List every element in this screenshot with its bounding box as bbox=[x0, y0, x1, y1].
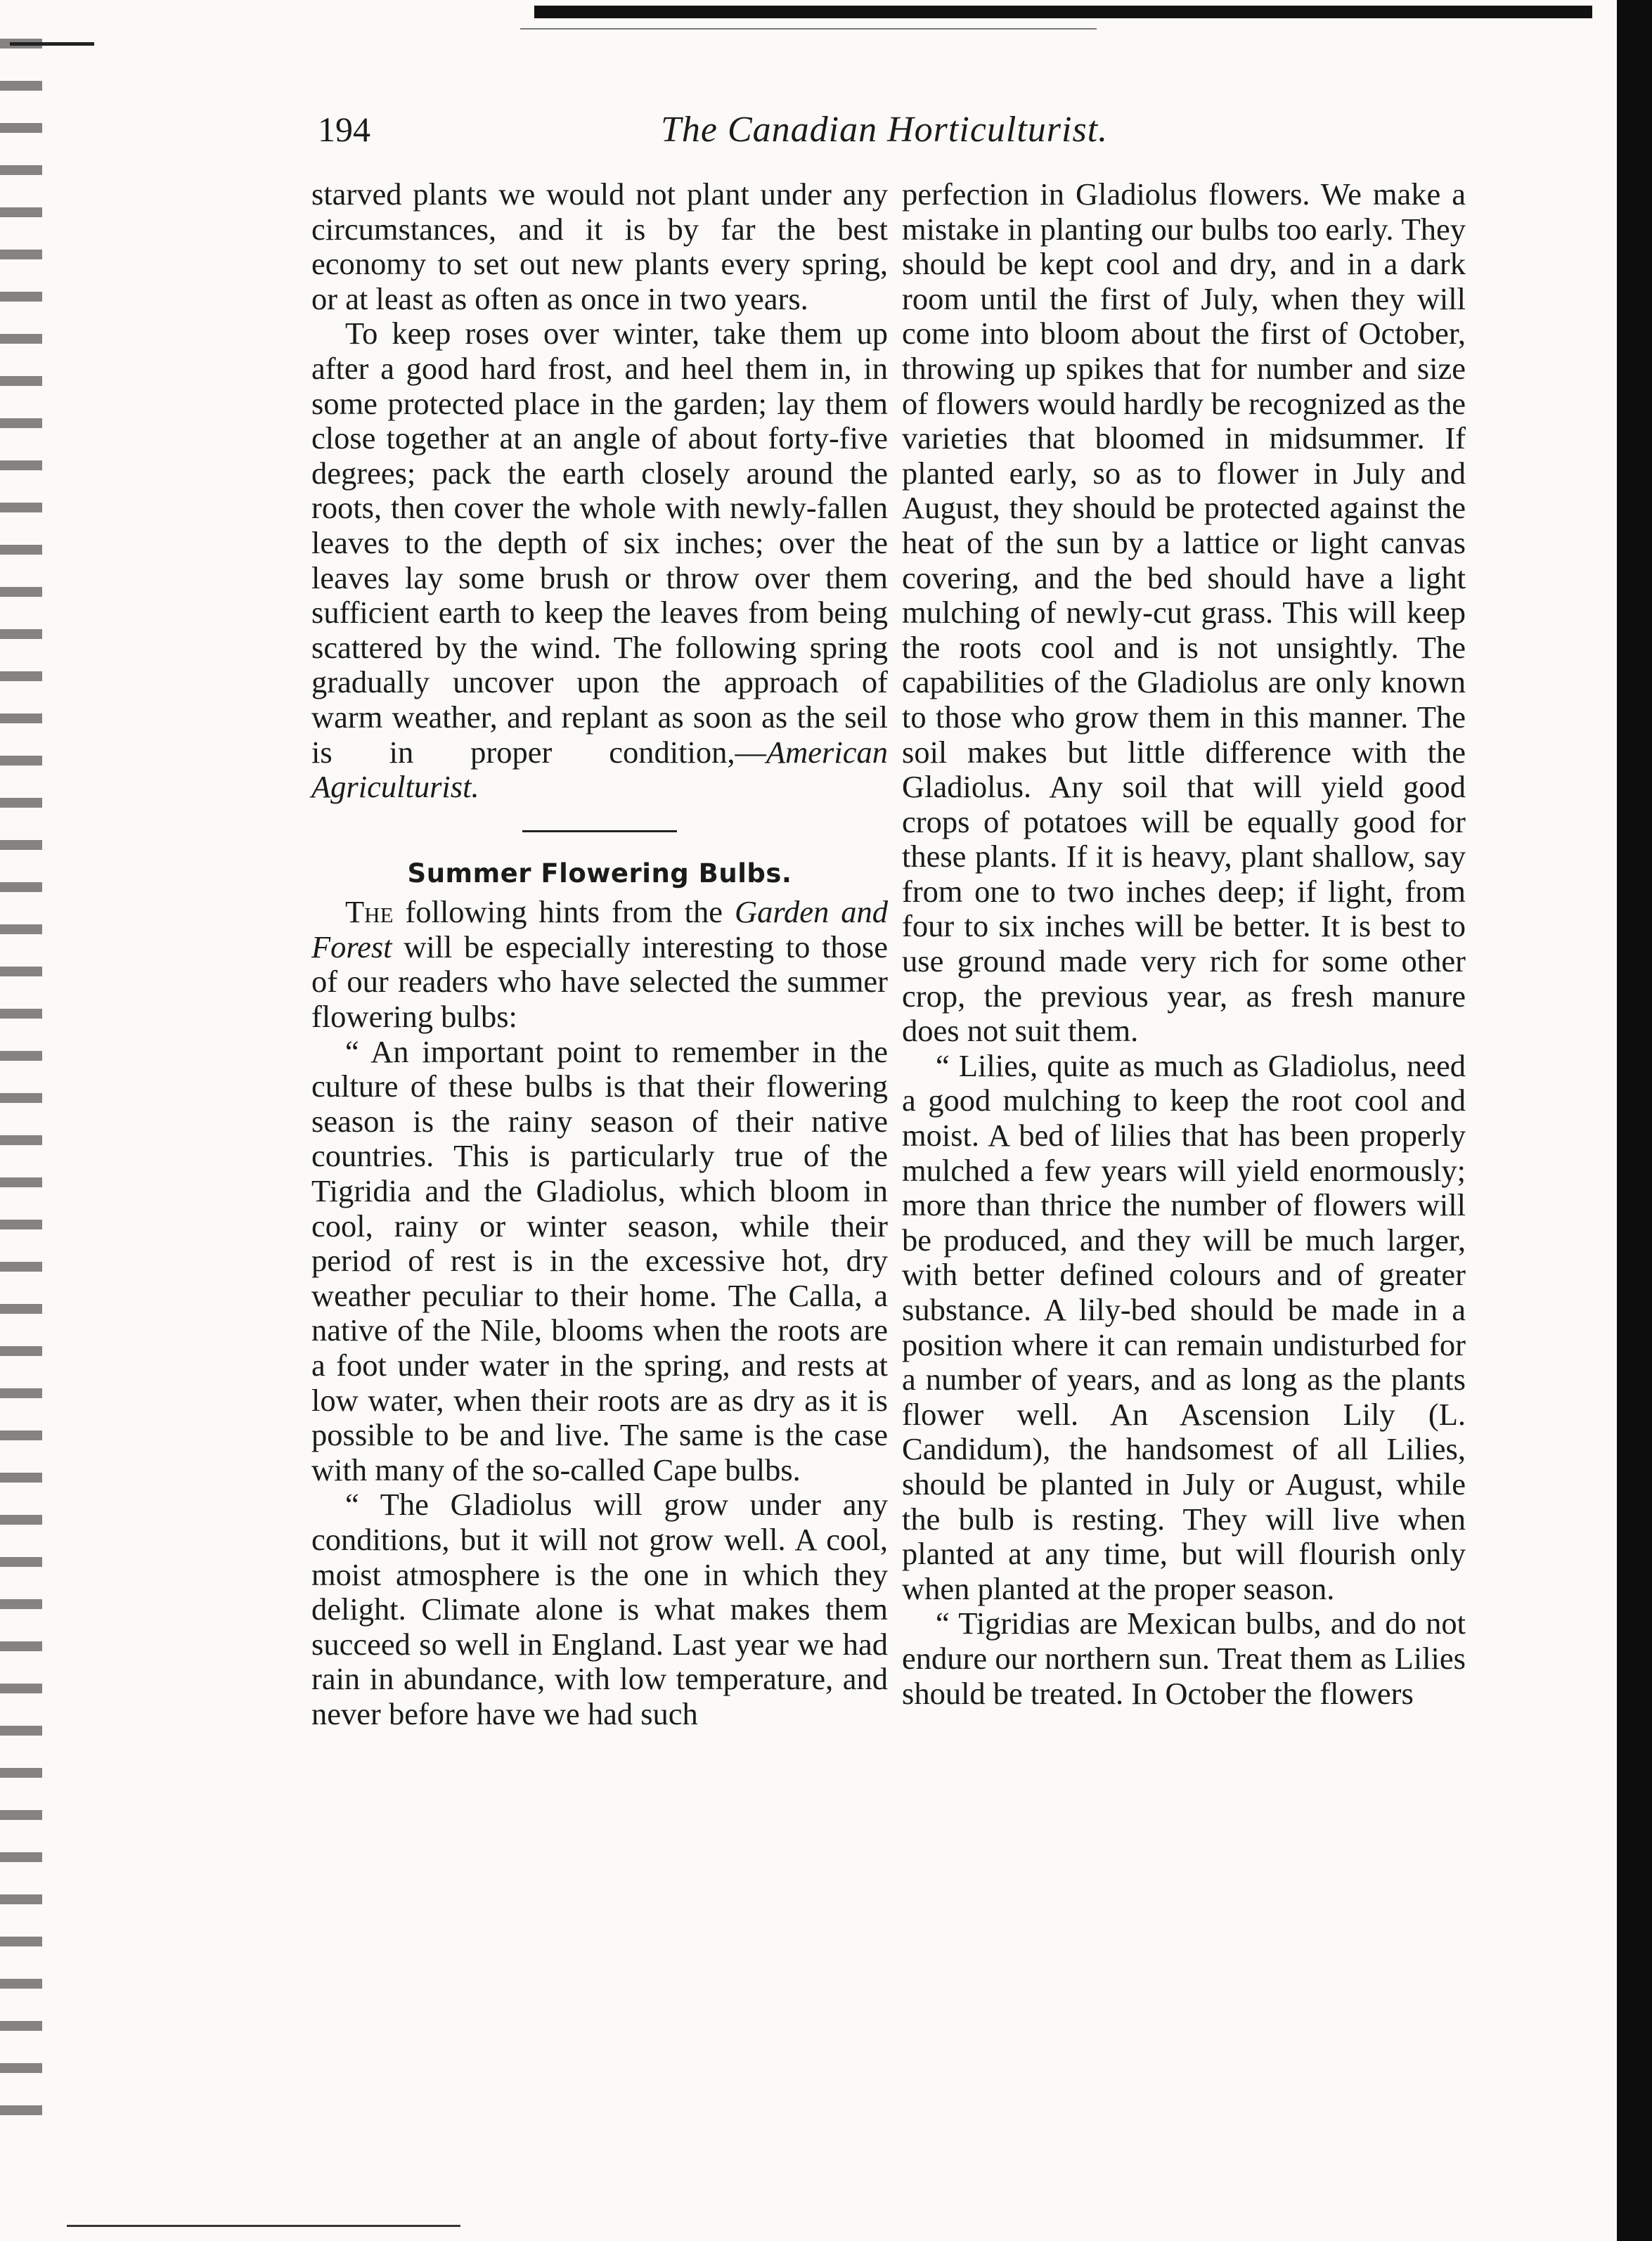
scan-left-mark bbox=[10, 42, 94, 46]
right-paragraph-3: “ Tigridias are Mexican bulbs, and do not endure our northern sun. Treat them as Lilies should be treated. In October the flowers bbox=[902, 1606, 1466, 1711]
bottom-rule bbox=[67, 2225, 460, 2227]
scan-right-edge bbox=[1617, 0, 1652, 2241]
left-column bbox=[311, 177, 888, 1732]
top-thin-rule bbox=[520, 28, 1097, 30]
drop-word: The bbox=[345, 894, 394, 930]
section-heading: Summer Flowering Bulbs. bbox=[407, 858, 792, 889]
page-header bbox=[309, 109, 1462, 158]
right-paragraph-2: “ Lilies, quite as much as Gladiolus, need a good mulching to keep the root cool and moist. A bed of lilies that has been properly mulched a few years will yield enormously; more than thrice the number of flowers will be produced, and they will be much larger, with better defined colours and of greater substance. A lily-bed should be made in a position where it can remain undisturbed for a number of years, and as long as the plants flower well. An Ascension Lily (L. Candidum), the handsomest of all Lilies, should be planted in July or August, while the bulb is resting. They will live when planted at any time, but will flourish only when planted at the proper season. bbox=[902, 1047, 1466, 1606]
left-paragraph-2 bbox=[311, 316, 888, 804]
right-paragraph-1: perfection in Gladiolus flowers. We make a mistake in planting our bulbs too early. They should be kept cool and dry, and in a dark room until the first of July, when they will come into bloom about the first of October, throwing up spikes that for number and size of flowers would hardly be recognized as the varieties that bloomed in midsummer. If planted early, so as to flower in July and August, they should be protected against the heat of the sun by a lattice or light canvas covering, and the bed should have a light mulching of newly-cut grass. This will keep the roots cool and is not unsightly. The capabilities of the Gladiolus are only known to those who grow them in this manner. The soil makes but little difference with the Gladiolus. Any soil that will yield good crops of potatoes will be equally good for these plants. If it is heavy, plant shallow, say from one to two inches deep; if light, from four to six inches will be better. It is best to use ground made very rich for some other crop, the previous year, as fresh manure does not suit them. bbox=[902, 176, 1466, 1049]
running-title: The Canadian Horticulturist. bbox=[661, 110, 1109, 150]
left-paragraph-3 bbox=[311, 895, 888, 1034]
left-paragraph-3-b: will be especially interesting to those of our readers who have selected the summer flowering bulbs: bbox=[311, 929, 888, 1035]
scan-left-edge bbox=[0, 39, 42, 2148]
left-paragraph-5: “ The Gladiolus will grow under any conditions, but it will not grow well. A cool, moist atmosphere is the one in which they delight. Climate alone is what makes them succeed so well in England. Last year we had rain in abundance, with low temperature, and never before have we had such bbox=[311, 1487, 888, 1731]
left-paragraph-2-text: To keep roses over winter, take them up after a good hard frost, and heel them in, in some protected place in the garden; lay them close together at an angle of about forty-five degrees; pack the earth closely around the roots, then cover the whole with newly-fallen leaves to the depth of six inches; over the leaves lay some brush or throw over them sufficient earth to keep the leaves from being scattered by the wind. The following spring gradually uncover upon the approach of warm weather, and replant as soon as the seil is in proper condition,— bbox=[311, 316, 888, 770]
left-paragraph-3-a: following hints from the bbox=[393, 894, 735, 930]
source-american-agriculturist: American Agriculturist. bbox=[311, 734, 888, 805]
page-number: 194 bbox=[318, 110, 370, 149]
section-separator bbox=[522, 830, 677, 832]
top-border-rule bbox=[534, 6, 1592, 18]
right-column bbox=[902, 177, 1466, 1711]
left-paragraph-4: “ An important point to remember in the culture of these bulbs is that their flowering season is the rainy season of their native countries. This is particularly true of the Tigridia and the Gladiolus, which bloom in cool, rainy or winter season, while their period of rest is in the excessive hot, dry weather peculiar to their home. The Calla, a native of the Nile, blooms when the roots are a foot under water in the spring, and rests at low water, when their roots are as dry as it is possible to be and live. The same is the case with many of the so-called Cape bulbs. bbox=[311, 1033, 888, 1487]
source-garden-and-forest: Garden and Forest bbox=[311, 894, 888, 964]
left-paragraph-1: starved plants we would not plant under any circumstances, and it is by far the best economy to set out new plants every spring, or at least as often as once in two years. bbox=[311, 176, 888, 316]
